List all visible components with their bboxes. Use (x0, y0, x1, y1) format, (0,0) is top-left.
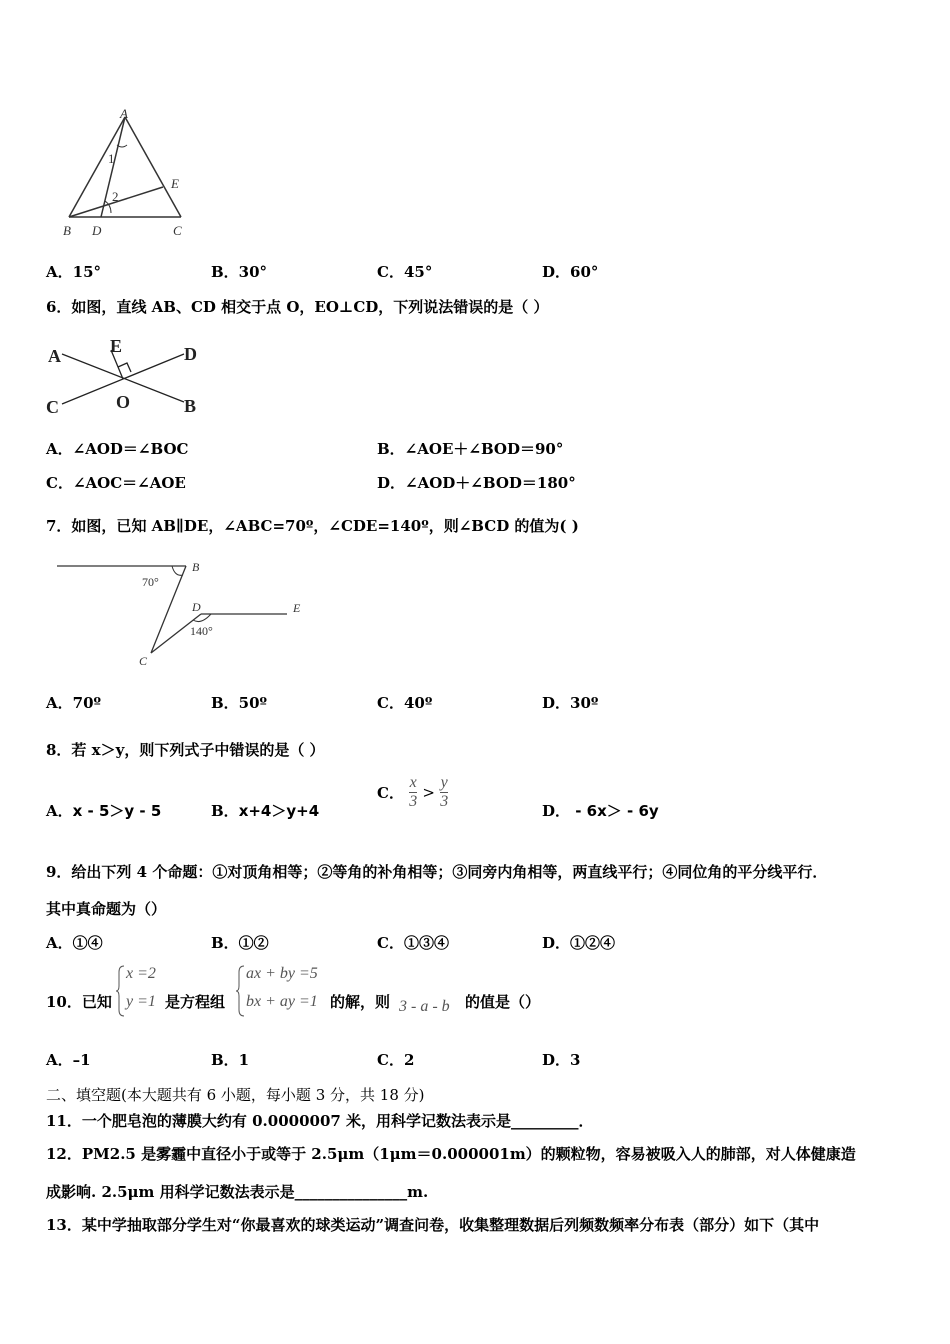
q8-option-b[interactable] (211, 800, 319, 821)
q10-system1-brace (116, 964, 126, 1018)
label-a: A (48, 346, 61, 366)
q6-option-a[interactable]: A．∠AOD＝∠BOC (46, 440, 189, 458)
q10-middle: 是方程组 (165, 993, 226, 1011)
q9-option-c[interactable]: C．①③④ (377, 934, 449, 952)
q8-option-c[interactable] (377, 774, 448, 811)
fraction-x-over-3: $\frac{x}{3}$ (409, 774, 418, 810)
label-d: D (184, 344, 197, 364)
label-a: A (120, 106, 128, 121)
label-b: B (192, 560, 200, 574)
q6-option-b[interactable]: B．∠AOE＋∠BOD＝90° (377, 440, 564, 458)
q7-parallel-figure (55, 555, 315, 670)
fraction-y-over-3: $\frac{y}{3}$ (440, 774, 449, 810)
greater-than: > (422, 783, 435, 802)
q10-system2-line1: ax + by =5 (246, 965, 318, 982)
q10-option-c[interactable]: C．2 (377, 1051, 415, 1069)
label-b: B (63, 223, 71, 238)
option-label: B． (211, 802, 239, 820)
option-label: C． (377, 784, 404, 802)
label-e: E (293, 601, 301, 615)
q11-stem: 11．一个肥皂泡的薄膜大约有 0.0000007 米，用科学记数法表示是_________． (46, 1112, 594, 1130)
option-label: D． (542, 802, 571, 820)
q10-system1-line1: x =2 (126, 965, 156, 982)
option-expression: x+4＞y+4 (238, 802, 320, 820)
q10-option-a[interactable]: A．–1 (46, 1051, 91, 1069)
option-expression: x - 5＞y - 5 (72, 802, 162, 820)
label-c: C (173, 223, 182, 238)
q10-after: 的解，则 (330, 993, 391, 1011)
q8-option-a[interactable] (46, 800, 161, 821)
q10-system2-brace (236, 964, 246, 1018)
q7-option-a[interactable]: A．70º (46, 694, 102, 712)
angle-2-arc (105, 201, 111, 213)
label-e: E (110, 336, 123, 356)
label-angle-2: 2 (112, 189, 119, 204)
q9-stem-line2: 其中真命题为（） (46, 900, 167, 918)
label-c: C (139, 654, 148, 668)
label-b: B (184, 396, 197, 416)
label-angle-b: 70° (142, 575, 159, 589)
q8-stem: 8．若 x＞y，则下列式子中错误的是（ ） (46, 741, 325, 759)
q12-stem-line1: 12．PM2.5 是雾霾中直径小于或等于 2.5μm（1μm＝0.000001m）的颗粒物，容易被吸入人的肺部，对人体健康造 (46, 1145, 856, 1163)
q9-option-b[interactable]: B．①② (211, 934, 269, 952)
q5-option-a[interactable]: A．15° (46, 263, 102, 281)
label-angle-d: 140° (190, 624, 213, 638)
q10-suffix: 的值是（） (465, 993, 541, 1011)
q7-option-d[interactable]: D．30º (542, 694, 599, 712)
q10-option-d[interactable]: D．3 (542, 1051, 581, 1069)
option-label: A． (46, 802, 73, 820)
q7-option-c[interactable]: C．40º (377, 694, 433, 712)
q10-prefix: 10．已知 (46, 993, 112, 1011)
q13-stem: 13．某中学抽取部分学生对“你最喜欢的球类运动”调查问卷，收集整理数据后列频数频率分布表（部分）如下（其中 (46, 1216, 820, 1234)
q10-expression: 3 - a - b (399, 998, 450, 1015)
q9-stem: 9．给出下列 4 个命题：①对顶角相等；②等角的补角相等；③同旁内角相等，两直线平行；④同位角的平分线平行． (46, 863, 828, 881)
angle-b-arc (172, 566, 183, 575)
q12-stem-line2: 成影响. 2.5μm 用科学记数法表示是_______________m. (46, 1183, 429, 1201)
q6-option-c[interactable]: C．∠AOC＝∠AOE (46, 474, 186, 492)
q7-stem: 7．如图，已知 AB∥DE，∠ABC=70º，∠CDE=140º，则∠BCD 的值为( ) (46, 517, 579, 535)
label-o: O (116, 392, 131, 412)
q6-option-d[interactable]: D．∠AOD＋∠BOD＝180° (377, 474, 576, 492)
q6-lines-figure (42, 332, 212, 422)
q9-option-d[interactable]: D．①②④ (542, 934, 616, 952)
q8-option-d[interactable] (542, 800, 659, 821)
q10-option-b[interactable]: B．1 (211, 1051, 250, 1069)
label-e: E (171, 176, 179, 191)
section-2-heading: 二、填空题(本大题共有 6 小题，每小题 3 分，共 18 分) (46, 1086, 425, 1104)
label-d: D (192, 600, 201, 614)
q5-option-c[interactable]: C．45° (377, 263, 433, 281)
q5-option-d[interactable]: D．60° (542, 263, 599, 281)
q6-stem: 6．如图，直线 AB、CD 相交于点 O，EO⊥CD，下列说法错误的是（ ） (46, 298, 549, 316)
label-angle-1: 1 (108, 151, 115, 166)
q10-system2-line2: bx + ay =1 (246, 993, 318, 1010)
label-d: D (92, 223, 102, 238)
q9-option-a[interactable]: A．①④ (46, 934, 103, 952)
q5-triangle-figure (55, 105, 195, 240)
q5-option-b[interactable]: B．30° (211, 263, 268, 281)
label-c: C (46, 397, 59, 417)
side-ac (125, 117, 181, 217)
option-expression: - 6x＞ - 6y (570, 802, 659, 820)
q10-system1-line2: y =1 (126, 993, 156, 1010)
q7-option-b[interactable]: B．50º (211, 694, 268, 712)
